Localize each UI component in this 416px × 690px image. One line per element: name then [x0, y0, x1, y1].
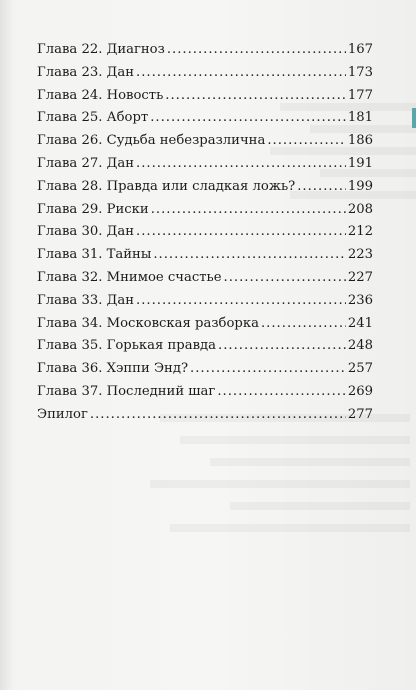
toc-entry-title: Глава 27. Дан — [37, 155, 134, 171]
toc-entry — [37, 247, 373, 270]
dot-leader — [136, 224, 346, 239]
toc-entry — [37, 202, 373, 225]
dot-leader — [150, 110, 346, 125]
dot-leader — [165, 88, 346, 103]
toc-entry — [37, 133, 373, 156]
toc-entry-epilogue — [37, 407, 373, 430]
toc-entry-page: 269 — [347, 383, 373, 399]
toc-entry-title: Глава 25. Аборт — [37, 110, 149, 126]
dot-leader — [217, 384, 345, 399]
toc-entry-page: 173 — [347, 64, 373, 80]
toc-entry-title: Глава 29. Риски — [37, 201, 149, 217]
toc-entry-page: 212 — [347, 224, 373, 240]
toc-entry-page: 277 — [347, 406, 373, 422]
toc-entry — [37, 270, 373, 293]
toc-entry-title: Глава 33. Дан — [37, 292, 134, 308]
toc-entry-page: 181 — [347, 110, 373, 126]
dot-leader — [136, 65, 346, 80]
toc-entry — [37, 42, 373, 65]
dot-leader — [136, 156, 346, 171]
toc-entry-page: 227 — [347, 269, 373, 285]
toc-entry-title: Глава 30. Дан — [37, 224, 134, 240]
toc-entry-title: Глава 31. Тайны — [37, 247, 152, 263]
toc-entry-page: 186 — [347, 133, 373, 149]
dot-leader — [151, 202, 346, 217]
toc-entry-title: Глава 28. Правда или сладкая ложь? — [37, 178, 296, 194]
dot-leader — [297, 179, 346, 194]
toc-entry-title: Глава 23. Дан — [37, 64, 134, 80]
toc-entry-page: 191 — [347, 155, 373, 171]
toc-entry-title: Глава 35. Горькая правда — [37, 338, 217, 354]
toc-entry — [37, 384, 373, 407]
page-edge-tab — [412, 108, 416, 128]
toc-entry — [37, 88, 373, 111]
toc-entry-title: Глава 37. Последний шаг — [37, 383, 216, 399]
toc-entry-page: 257 — [347, 361, 373, 377]
toc-entry-title: Глава 26. Судьба небезразлична — [37, 133, 266, 149]
dot-leader — [261, 316, 346, 331]
toc-entry — [37, 224, 373, 247]
toc-entry-page: 177 — [347, 87, 373, 103]
toc-entry-title: Глава 36. Хэппи Энд? — [37, 361, 189, 377]
dot-leader — [190, 361, 346, 376]
dot-leader — [90, 407, 346, 422]
toc-entry-page: 208 — [347, 201, 373, 217]
toc-entry-title: Глава 34. Московская разборка — [37, 315, 259, 331]
toc-entry-page: 241 — [347, 315, 373, 331]
toc-entry-page: 199 — [347, 178, 373, 194]
toc-entry-page: 223 — [347, 247, 373, 263]
toc-entry — [37, 156, 373, 179]
toc-entry-title: Эпилог — [37, 406, 88, 422]
toc-entry — [37, 361, 373, 384]
toc-entry — [37, 338, 373, 361]
toc-entry — [37, 293, 373, 316]
dot-leader — [218, 338, 346, 353]
dot-leader — [167, 42, 346, 57]
dot-leader — [224, 270, 346, 285]
toc-entry-title: Глава 24. Новость — [37, 87, 164, 103]
dot-leader — [136, 293, 346, 308]
table-of-contents — [37, 42, 373, 430]
toc-entry-title: Глава 32. Мнимое счастье — [37, 269, 222, 285]
toc-entry-title: Глава 22. Диагноз — [37, 42, 165, 57]
toc-entry — [37, 65, 373, 88]
dot-leader — [267, 133, 346, 148]
toc-entry-page: 248 — [347, 338, 373, 354]
toc-entry-page: 236 — [347, 292, 373, 308]
dot-leader — [153, 247, 345, 262]
spine-shadow — [0, 0, 14, 690]
toc-entry — [37, 316, 373, 339]
toc-entry — [37, 179, 373, 202]
toc-entry-page: 167 — [347, 42, 373, 57]
toc-entry — [37, 110, 373, 133]
